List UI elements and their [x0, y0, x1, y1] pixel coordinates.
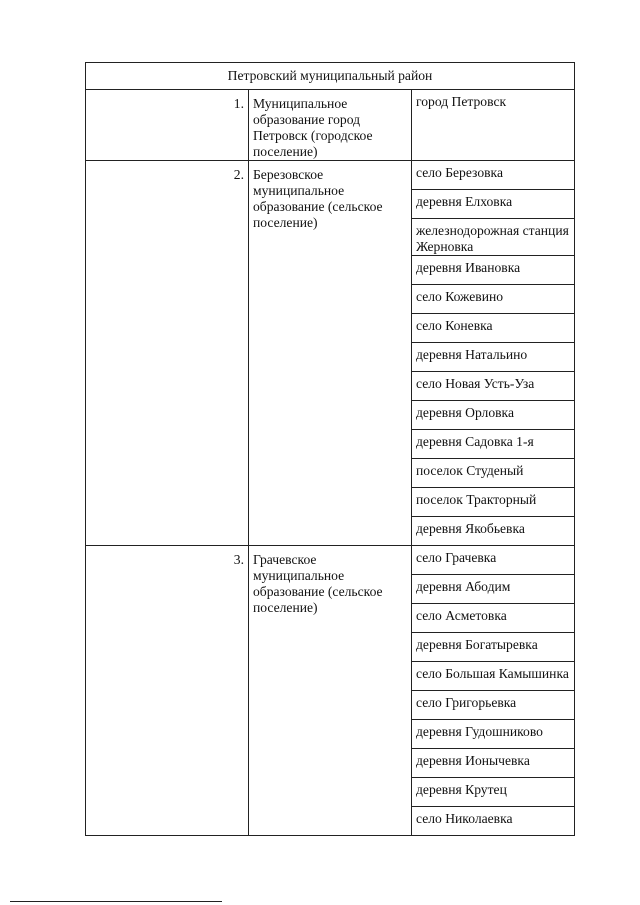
settlement-name: деревня Елховка — [412, 190, 575, 219]
settlement-name: деревня Крутец — [412, 778, 575, 807]
settlement-name: деревня Садовка 1-я — [412, 430, 575, 459]
table-row — [86, 161, 575, 190]
settlement-name: деревня Ионычевка — [412, 749, 575, 778]
settlement-name: село Большая Камышинка — [412, 662, 575, 691]
table-row — [86, 90, 575, 161]
row-number: 1. — [86, 90, 249, 161]
row-number: 3. — [86, 546, 249, 836]
settlement-name: село Грачевка — [412, 546, 575, 575]
settlements-table — [85, 62, 575, 836]
municipality-name: Березовское муниципальное образование (сельское поселение) — [249, 161, 412, 546]
settlement-name: село Григорьевка — [412, 691, 575, 720]
settlement-name: поселок Студеный — [412, 459, 575, 488]
settlement-name: деревня Натальино — [412, 343, 575, 372]
table-row — [86, 546, 575, 575]
settlement-name: город Петровск — [412, 90, 575, 161]
table-header-row — [86, 63, 575, 90]
settlement-name: село Березовка — [412, 161, 575, 190]
municipality-name: Муниципальное образование город Петровск (городское поселение) — [249, 90, 412, 161]
settlement-name: деревня Орловка — [412, 401, 575, 430]
settlement-name: поселок Тракторный — [412, 488, 575, 517]
settlement-name: село Коневка — [412, 314, 575, 343]
settlement-name: село Асметовка — [412, 604, 575, 633]
settlement-name: село Новая Усть-Уза — [412, 372, 575, 401]
row-number: 2. — [86, 161, 249, 546]
settlement-name: село Николаевка — [412, 807, 575, 836]
district-header: Петровский муниципальный район — [86, 63, 575, 90]
settlement-name: деревня Якобьевка — [412, 517, 575, 546]
settlement-name: деревня Богатыревка — [412, 633, 575, 662]
settlement-name: железнодорожная станция Жерновка — [412, 219, 575, 256]
municipality-name: Грачевское муниципальное образование (сельское поселение) — [249, 546, 412, 836]
settlement-name: деревня Гудошниково — [412, 720, 575, 749]
settlement-name: село Кожевино — [412, 285, 575, 314]
footnote-divider — [10, 901, 222, 902]
settlement-name: деревня Абодим — [412, 575, 575, 604]
settlement-name: деревня Ивановка — [412, 256, 575, 285]
